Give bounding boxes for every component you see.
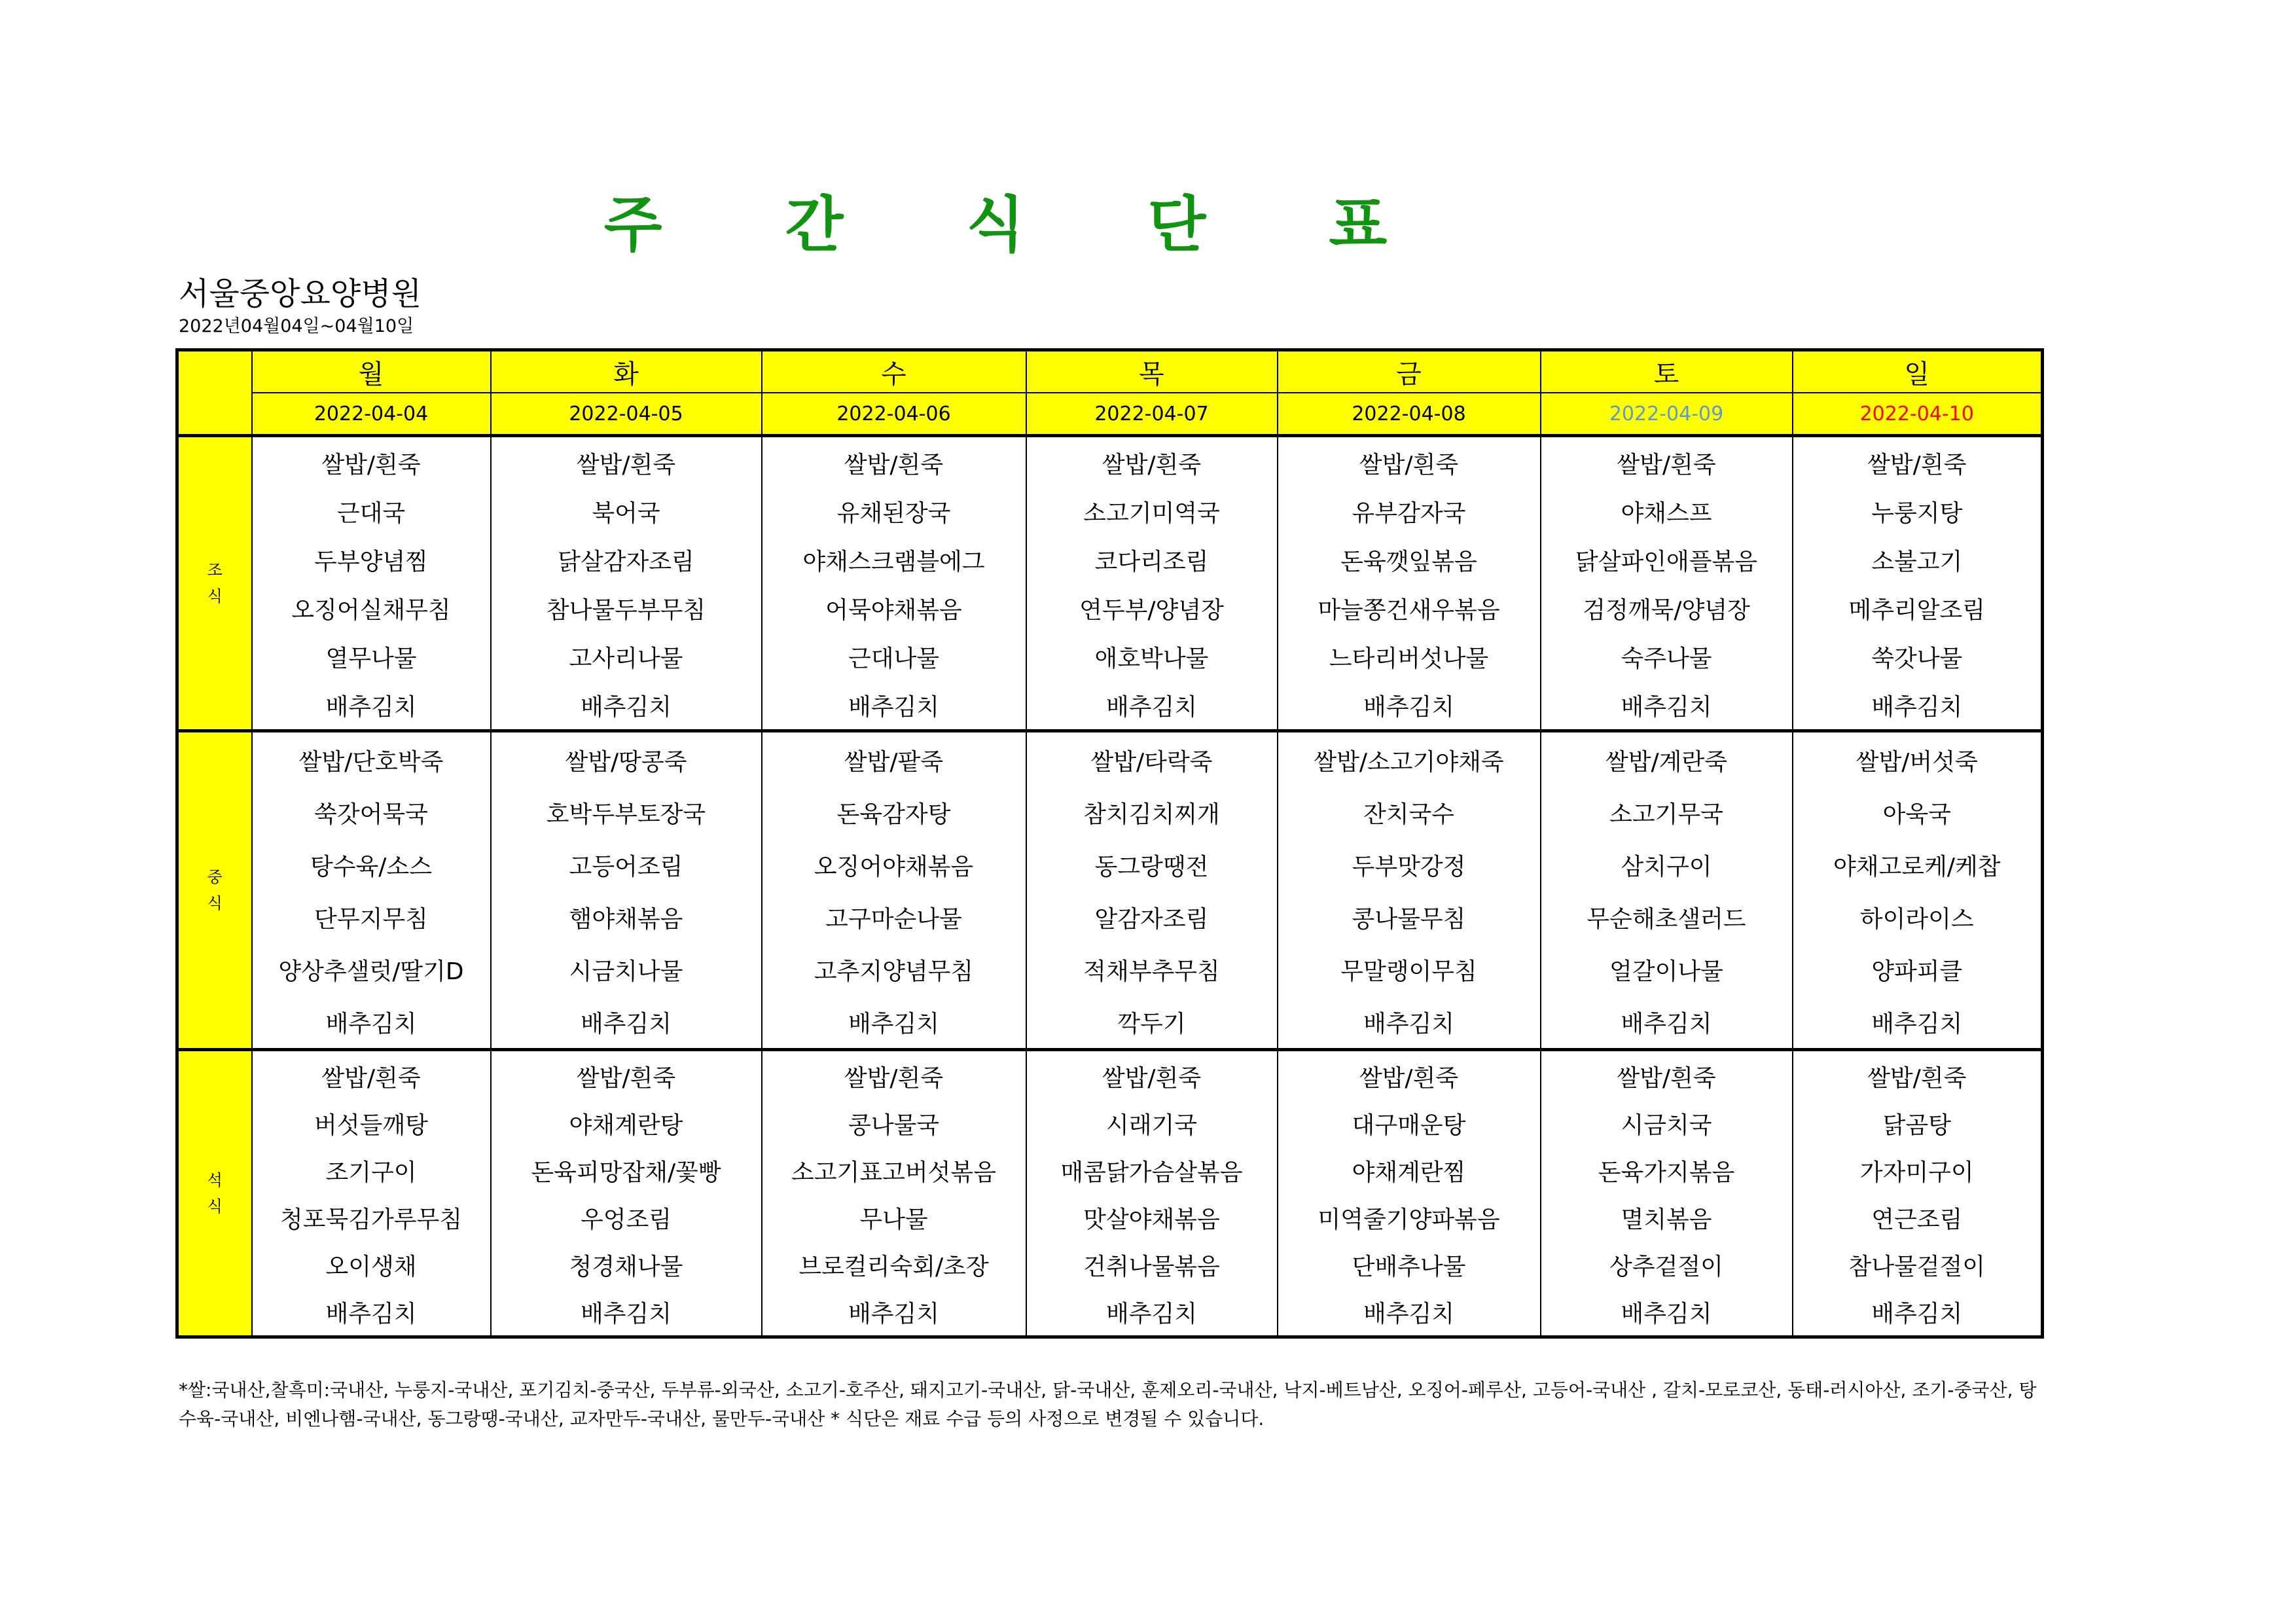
menu-item: 쌀밥/흰죽 [844,451,944,478]
menu-item: 미역줄기양파볶음 [1318,1206,1500,1233]
menu-item: 시래기국 [1105,1111,1198,1139]
menu-item: 쌀밥/타락죽 [1090,748,1213,776]
menu-item: 돈육가지볶음 [1598,1159,1735,1186]
menu-item: 배추김치 [1871,693,1963,721]
menu-item: 양파피클 [1871,958,1963,985]
menu-item: 시금치나물 [569,958,683,985]
menu-item: 느타리버섯나물 [1329,645,1489,672]
menu-item: 가자미구이 [1859,1159,1974,1186]
weekday-row [177,350,2043,393]
date-header-fri: 2022-04-08 [1278,393,1541,436]
menu-item: 애호박나물 [1094,645,1209,672]
menu-item: 참나물겉절이 [1848,1253,1986,1280]
menu-item: 배추김치 [325,1010,417,1038]
menu-item: 깍두기 [1117,1010,1186,1038]
menu-item: 배추김치 [325,693,417,721]
menu-item: 배추김치 [1621,693,1712,721]
menu-item: 소고기미역국 [1083,499,1220,527]
menu-item: 쌀밥/흰죽 [321,451,421,478]
menu-item: 근대나물 [848,645,940,672]
menu-item: 무순해초샐러드 [1587,905,1746,933]
weekday-header-mon: 월 [252,350,491,393]
menu-item: 연두부/양념장 [1079,596,1224,624]
menu-item: 매콤닭가슴살볶음 [1060,1159,1243,1186]
menu-item: 쌀밥/계란죽 [1605,748,1727,776]
menu-item: 아욱국 [1882,801,1951,828]
menu-item: 쌀밥/흰죽 [1359,1064,1459,1092]
menu-item: 북어국 [592,499,660,527]
menu-item: 조기구이 [325,1159,417,1186]
breakfast-menu-sat [1541,436,1793,731]
menu-item: 양상추샐럿/딸기D [278,958,464,985]
menu-item: 유부감자국 [1352,499,1466,527]
hospital-name: 서울중앙요양병원 [179,276,422,312]
dinner-menu-mon [252,1050,491,1337]
menu-item: 쌀밥/흰죽 [844,1064,944,1092]
menu-item: 적채부추무침 [1083,958,1220,985]
menu-item: 돈육감자탕 [836,801,951,828]
menu-item: 쑥갓어묵국 [314,801,428,828]
lunch-menu-wed [762,731,1026,1050]
menu-item: 야채계란탕 [569,1111,683,1139]
meal-row-breakfast [177,436,2043,731]
breakfast-menu-sun [1793,436,2043,731]
weekday-header-sun: 일 [1793,350,2043,393]
menu-item: 배추김치 [848,1010,940,1038]
menu-item: 배추김치 [325,1300,417,1327]
menu-item: 쌀밥/흰죽 [1359,451,1459,478]
menu-item: 쌀밥/흰죽 [576,1064,676,1092]
breakfast-menu-fri [1278,436,1541,731]
menu-item: 메추리알조림 [1848,596,1986,624]
breakfast-menu-mon [252,436,491,731]
menu-item: 돈육피망잡채/꽃빵 [531,1159,721,1186]
date-header-tue: 2022-04-05 [491,393,762,436]
meal-label-lunch: 중식 [177,731,252,1050]
weekday-header-sat: 토 [1541,350,1793,393]
menu-item: 알감자조림 [1094,905,1209,933]
lunch-menu-mon [252,731,491,1050]
menu-item: 두부맛강정 [1352,853,1466,880]
menu-item: 탕수육/소스 [310,853,432,880]
menu-item: 배추김치 [580,1010,672,1038]
breakfast-menu-wed [762,436,1026,731]
menu-item: 쌀밥/흰죽 [576,451,676,478]
menu-item: 유채된장국 [836,499,951,527]
menu-item: 쑥갓나물 [1871,645,1963,672]
menu-item: 배추김치 [1363,1010,1455,1038]
dinner-menu-thu [1026,1050,1278,1337]
lunch-menu-fri [1278,731,1541,1050]
menu-item: 맛살야채볶음 [1083,1206,1220,1233]
dinner-menu-sun [1793,1050,2043,1337]
lunch-menu-thu [1026,731,1278,1050]
menu-item: 오징어야채볶음 [814,853,974,880]
menu-item: 쌀밥/흰죽 [1102,451,1202,478]
meal-row-dinner [177,1050,2043,1337]
menu-item: 닭곰탕 [1882,1111,1951,1139]
menu-item: 청포묵김가루무침 [279,1206,463,1233]
menu-item: 무말랭이무침 [1340,958,1477,985]
menu-item: 배추김치 [1105,1300,1198,1327]
breakfast-menu-tue [491,436,762,731]
menu-item: 고구마순나물 [825,905,962,933]
menu-item: 연근조림 [1871,1206,1963,1233]
date-header-mon: 2022-04-04 [252,393,491,436]
menu-item: 쌀밥/흰죽 [1102,1064,1202,1092]
menu-item: 열무나물 [325,645,417,672]
menu-item: 누룽지탕 [1871,499,1963,527]
date-row [177,393,2043,436]
corner-cell [177,350,252,436]
menu-item: 콩나물국 [848,1111,940,1139]
menu-item: 소고기무국 [1609,801,1723,828]
menu-item: 상추겉절이 [1609,1253,1723,1280]
menu-item: 무나물 [859,1206,928,1233]
weekday-header-wed: 수 [762,350,1026,393]
menu-item: 얼갈이나물 [1609,958,1723,985]
dinner-menu-sat [1541,1050,1793,1337]
menu-item: 쌀밥/팥죽 [844,748,944,776]
menu-item: 잔치국수 [1363,801,1455,828]
menu-item: 배추김치 [1363,1300,1455,1327]
meal-label-dinner: 석식 [177,1050,252,1337]
lunch-menu-sun [1793,731,2043,1050]
menu-item: 배추김치 [1871,1010,1963,1038]
menu-item: 배추김치 [1363,693,1455,721]
menu-item: 쌀밥/흰죽 [1617,451,1716,478]
menu-item: 소고기표고버섯볶음 [791,1159,996,1186]
menu-item: 쌀밥/흰죽 [1867,451,1967,478]
menu-item: 검정깨묵/양념장 [1583,596,1750,624]
menu-item: 브로컬리숙회/초장 [798,1253,989,1280]
menu-item: 두부양념찜 [314,548,428,575]
menu-item: 닭살파인애플볶음 [1575,548,1758,575]
menu-item: 콩나물무침 [1352,905,1466,933]
menu-item: 쌀밥/흰죽 [1867,1064,1967,1092]
menu-item: 단무지무침 [314,905,428,933]
menu-item: 삼치구이 [1621,853,1712,880]
weekday-header-fri: 금 [1278,350,1541,393]
menu-item: 배추김치 [1871,1300,1963,1327]
menu-item: 배추김치 [848,1300,940,1327]
menu-item: 야채고로케/케찹 [1833,853,2001,880]
date-header-sat: 2022-04-09 [1541,393,1793,436]
menu-item: 배추김치 [1105,693,1198,721]
lunch-menu-sat [1541,731,1793,1050]
menu-item: 우엉조림 [580,1206,672,1233]
menu-item: 배추김치 [580,1300,672,1327]
menu-item: 배추김치 [580,693,672,721]
menu-item: 건취나물볶음 [1083,1253,1220,1280]
menu-item: 배추김치 [848,693,940,721]
menu-item: 시금치국 [1621,1111,1712,1139]
menu-item: 오이생채 [325,1253,417,1280]
date-header-thu: 2022-04-07 [1026,393,1278,436]
menu-item: 야채스프 [1621,499,1712,527]
menu-item: 야채스크램블에그 [802,548,985,575]
menu-item: 멸치볶음 [1621,1206,1712,1233]
menu-item: 어묵야채볶음 [825,596,962,624]
menu-item: 고등어조림 [569,853,683,880]
menu-item: 소불고기 [1871,548,1963,575]
menu-item: 호박두부토장국 [546,801,706,828]
meal-row-lunch [177,731,2043,1050]
dinner-menu-tue [491,1050,762,1337]
menu-item: 돈육깻잎볶음 [1340,548,1477,575]
menu-item: 쌀밥/단호박죽 [298,748,444,776]
menu-item: 코다리조림 [1094,548,1209,575]
meal-label-breakfast: 조식 [177,436,252,731]
menu-period: 2022년04월04일~04월10일 [179,316,414,336]
menu-item: 단배추나물 [1352,1253,1466,1280]
menu-item: 배추김치 [1621,1010,1712,1038]
date-header-wed: 2022-04-06 [762,393,1026,436]
dinner-menu-fri [1278,1050,1541,1337]
weekday-header-thu: 목 [1026,350,1278,393]
menu-item: 쌀밥/버섯죽 [1856,748,1978,776]
menu-item: 쌀밥/흰죽 [1617,1064,1716,1092]
menu-item: 청경채나물 [569,1253,683,1280]
date-header-sun: 2022-04-10 [1793,393,2043,436]
weekly-menu-table [175,348,2044,1339]
menu-item: 오징어실채무침 [291,596,451,624]
menu-item: 햄야채볶음 [569,905,683,933]
dinner-menu-wed [762,1050,1026,1337]
menu-item: 버섯들깨탕 [314,1111,428,1139]
menu-item: 고사리나물 [569,645,683,672]
menu-item: 고추지양념무침 [814,958,974,985]
menu-item: 근대국 [336,499,406,527]
menu-item: 야채계란찜 [1352,1159,1466,1186]
lunch-menu-tue [491,731,762,1050]
menu-item: 쌀밥/흰죽 [321,1064,421,1092]
menu-item: 대구매운탕 [1352,1111,1466,1139]
breakfast-menu-thu [1026,436,1278,731]
page-title: 주 간 식 단 표 [603,190,1439,260]
menu-item: 동그랑땡전 [1094,853,1209,880]
menu-item: 마늘쫑건새우볶음 [1318,596,1500,624]
weekday-header-tue: 화 [491,350,762,393]
menu-item: 숙주나물 [1621,645,1712,672]
menu-item: 참치김치찌개 [1083,801,1220,828]
menu-item: 배추김치 [1621,1300,1712,1327]
menu-item: 쌀밥/땅콩죽 [565,748,687,776]
origin-footnote: *쌀:국내산,찰흑미:국내산, 누룽지-국내산, 포기김치-중국산, 두부류-외국산, 소고기-호주산, 돼지고기-국내산, 닭-국내산, 훈제오리-국내산, 낙지-베트남산, 오징어-페루산, 고등어-국내산 , 갈치-모로코산, 동태-러시아산, 조기-중국산, 탕수육-국내산, 비엔나햄-국내산, 동그랑땡-국내산, 교자만두-국내산, 물만두-국내산 * 식단은 재료 수급 등의 사정으로 변경될 수 있습니다. [179,1379,2037,1430]
menu-item: 하이라이스 [1859,905,1974,933]
menu-item: 참나물두부무침 [546,596,706,624]
menu-item: 닭살감자조림 [558,548,694,575]
menu-item: 쌀밥/소고기야채죽 [1314,748,1504,776]
